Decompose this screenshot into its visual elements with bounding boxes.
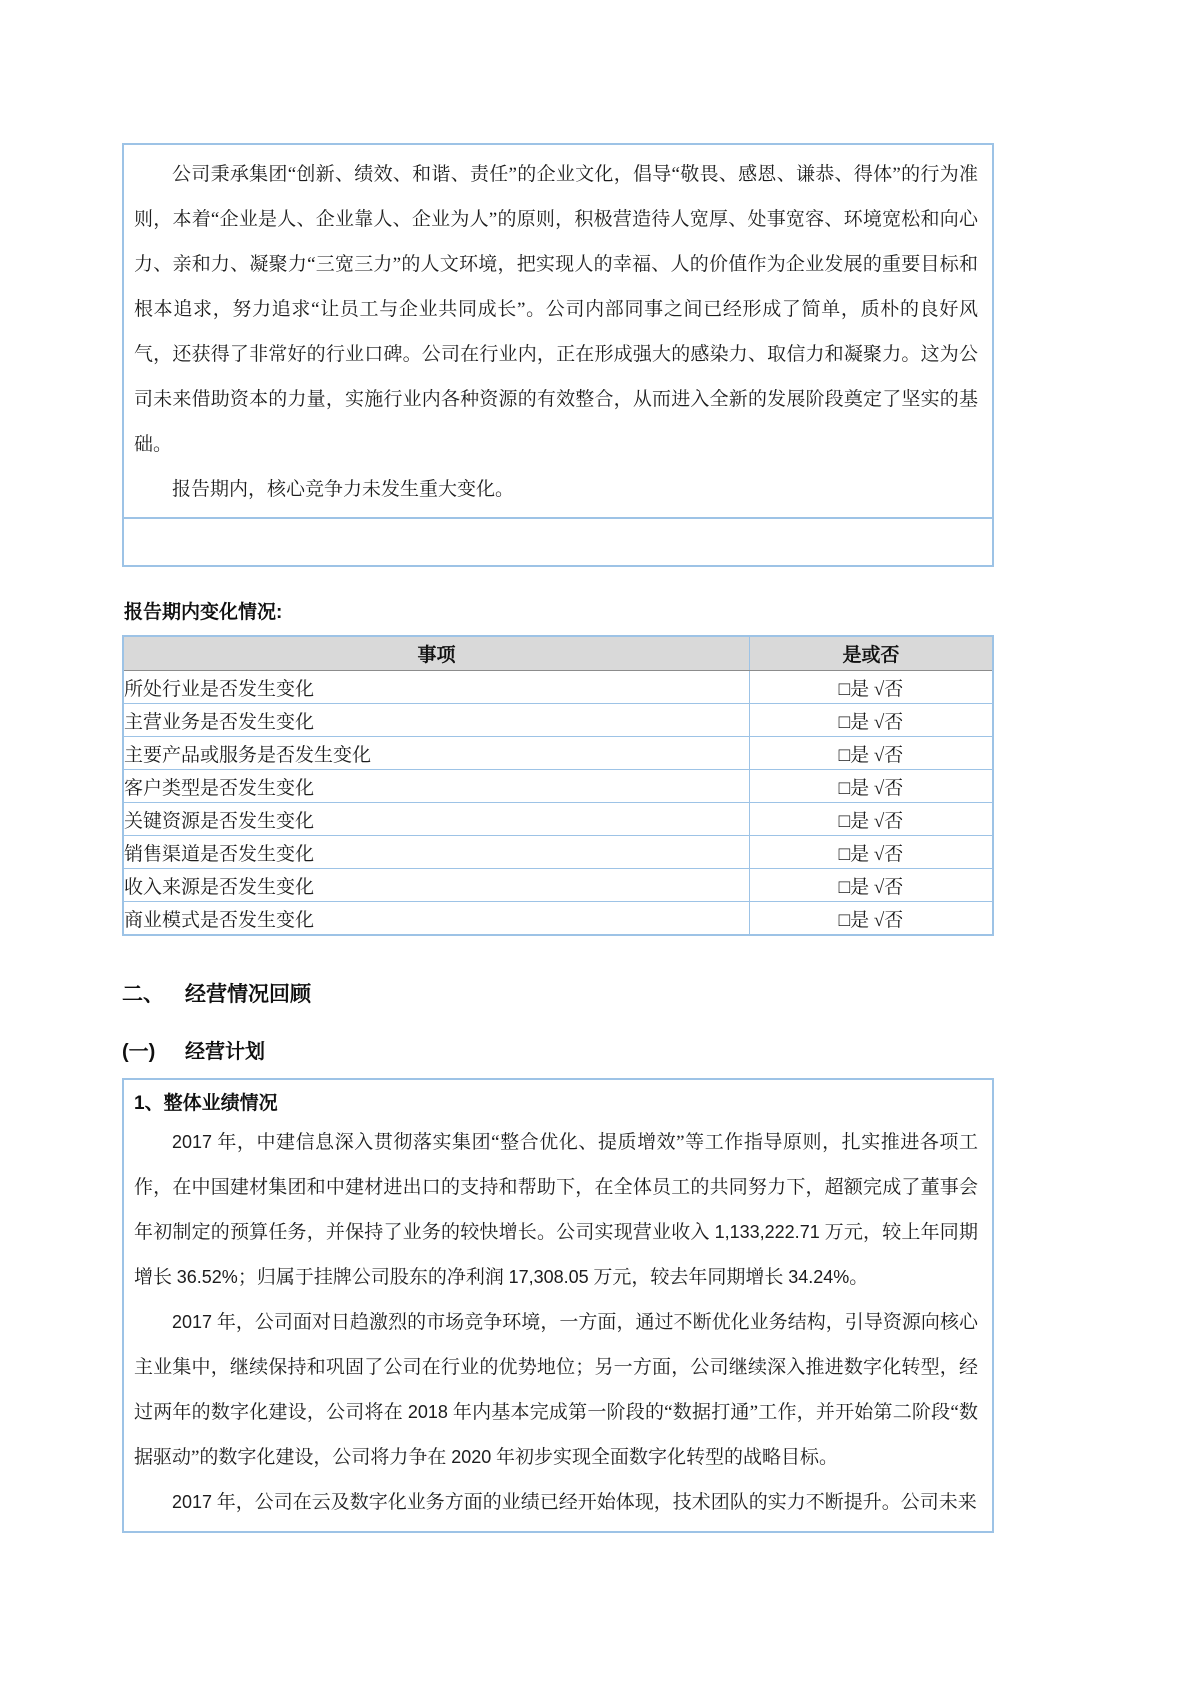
item-cell: 关键资源是否发生变化 <box>123 803 749 836</box>
section-number: 二、 <box>122 983 164 1006</box>
subsection-heading-business-plan <box>122 1039 994 1066</box>
yes-no-value: □是 √否 <box>749 803 993 836</box>
performance-paragraph-2: 2017 年，公司面对日趋激烈的市场竞争环境，一方面，通过不断优化业务结构，引导资源向核心主业集中，继续保持和巩固了公司在行业的优势地位；另一方面，公司继续深入推进数字化转型，经过两年的数字化建设，公司将在 2018 年内基本完成第一阶段的“数据打通”工作，并开始第二阶段“数据驱动”的数字化建设，公司将力争在 2020 年初步实现全面数字化转型的战略目标。 <box>134 1312 978 1468</box>
empty-box <box>122 517 994 567</box>
intro-paragraph-2: 报告期内，核心竞争力未发生重大变化。 <box>172 479 515 500</box>
intro-paragraph-1: 公司秉承集团“创新、绩效、和谐、责任”的企业文化，倡导“敬畏、感恩、谦恭、得体”的行为准则，本着“企业是人、企业靠人、企业为人”的原则，积极营造待人宽厚、处事宽容、环境宽松和向心力、亲和力、凝聚力“三宽三力”的人文环境，把实现人的幸福、人的价值作为企业发展的重要目标和根本追求，努力追求“让员工与企业共同成长”。公司内部同事之间已经形成了简单，质朴的良好风气，还获得了非常好的行业口碑。公司在行业内，正在形成强大的感染力、取信力和凝聚力。这为公司未来借助资本的力量，实施行业内各种资源的有效整合，从而进入全新的发展阶段奠定了坚实的基础。 <box>134 164 978 455</box>
item-cell: 主营业务是否发生变化 <box>123 704 749 737</box>
overall-performance-box <box>122 1078 994 1533</box>
item-cell: 商业模式是否发生变化 <box>123 902 749 936</box>
core-competence-box <box>122 143 994 519</box>
table-row <box>123 836 993 869</box>
yes-no-value: □是 √否 <box>749 704 993 737</box>
changes-heading: 报告期内变化情况: <box>124 602 283 623</box>
section-title: 经营情况回顾 <box>185 983 311 1006</box>
item-cell: 收入来源是否发生变化 <box>123 869 749 902</box>
yes-no-value: □是 √否 <box>749 770 993 803</box>
col-header-yesno: 是或否 <box>749 636 993 671</box>
changes-table <box>122 635 994 936</box>
table-row <box>123 737 993 770</box>
yes-no-value: □是 √否 <box>749 902 993 936</box>
table-header-row <box>123 636 993 671</box>
table-row <box>123 671 993 704</box>
item-cell: 所处行业是否发生变化 <box>123 671 749 704</box>
table-row <box>123 803 993 836</box>
yes-no-value: □是 √否 <box>749 737 993 770</box>
yes-no-value: □是 √否 <box>749 869 993 902</box>
item-cell: 主要产品或服务是否发生变化 <box>123 737 749 770</box>
subsection-title: 经营计划 <box>185 1041 265 1063</box>
table-row <box>123 704 993 737</box>
performance-paragraph-1: 2017 年，中建信息深入贯彻落实集团“整合优化、提质增效”等工作指导原则，扎实推进各项工作，在中国建材集团和中建材进出口的支持和帮助下，在全体员工的共同努力下，超额完成了董事会年初制定的预算任务，并保持了业务的较快增长。公司实现营业收入 1,133,222.71 万元，较上年同期增长 36.52%；归属于挂牌公司股东的净利润 17,308.05 万元，较去年同期增长 34.24%。 <box>134 1132 978 1288</box>
item-cell: 销售渠道是否发生变化 <box>123 836 749 869</box>
table-row <box>123 869 993 902</box>
col-header-item: 事项 <box>123 636 749 671</box>
section-heading-business-review <box>122 981 994 1009</box>
table-row <box>123 902 993 936</box>
performance-paragraph-3: 2017 年，公司在云及数字化业务方面的业绩已经开始体现，技术团队的实力不断提升。公司未来 <box>172 1492 977 1513</box>
subsection-number: (一) <box>122 1041 156 1063</box>
page-content <box>122 0 994 1533</box>
performance-heading: 1、整体业绩情况 <box>134 1093 278 1114</box>
yes-no-value: □是 √否 <box>749 836 993 869</box>
item-cell: 客户类型是否发生变化 <box>123 770 749 803</box>
table-row <box>123 770 993 803</box>
yes-no-value: □是 √否 <box>749 671 993 704</box>
